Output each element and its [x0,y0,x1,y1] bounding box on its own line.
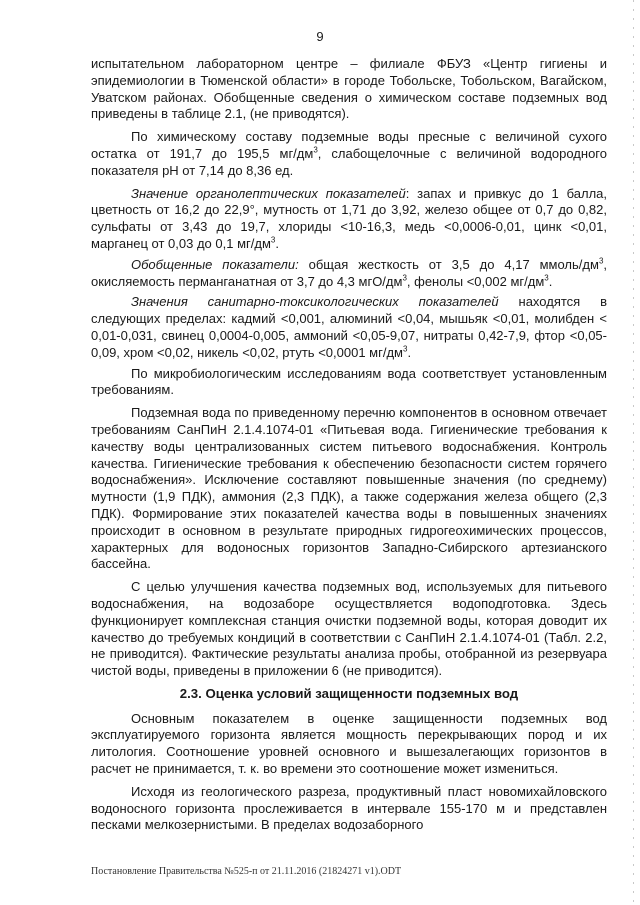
page-edge-marks [633,0,634,905]
paragraph-microbiology: По микробиологическим исследованиям вода соответствует установленным требованиям. [91,365,607,398]
paragraph-organoleptic: Значение органолептических показателей: запах и привкус до 1 балла, цветность от 16,2 до 22,9°, мутность от 1,71 до 3,92, железо общее от 0,7 до 0,82, сульфаты от 3,43 до 19,7, хлориды <10-16,3, медь <0,0006-0,01, цинк <0,01, марганец от 0,03 до 0,1 $мг/дм^3$. [91,185,607,251]
toxicological-label: Значения санитарно-токсикологических показателей [131,294,499,310]
document-body [91,56,607,840]
section-heading: 2.3. Оценка условий защищенности подземных вод [179,685,519,701]
paragraph-chemical-composition: По химическому составу подземные воды пресные с величиной сухого остатка от 191,7 до 195,5 $мг/дм^3$, слабощелочные с величиной водородного показателя рН от 7,14 до 8,36 ед. [91,129,607,178]
generalized-label: Обобщенные показатели: [131,256,299,272]
paragraph-geological-section: Исходя из геологического разреза, продуктивный пласт новомихайловского водоносного горизонта прослеживается в интервале 155-170 м и представлен песками мелкозернистыми. В пределах водозаборного [91,783,607,833]
paragraph-generalized-indicators: Обобщенные показатели: общая жесткость от 3,5 до 4,17 ммоль/$дм^3$, окисляемость перманганатная от 3,7 до 4,3 мгО/$дм^3$, фенолы <0,002 $мг/дм^3$. [91,256,608,289]
paragraph-sanpin-compliance: Подземная вода по приведенному перечню компонентов в основном отвечает требованиям СанПиН 2.1.4.1074-01 «Питьевая вода. Гигиенические требования к качеству воды централизованных систем питьевого водоснабжения. Контроль качества. Гигиенические требования к обеспечению безопасности систем горячего водоснабжения». Исключение составляют повышенные значения (по среднему) мутности (1,9 ПДК), аммония (2,3 ПДК), а также содержания железа общего (2,3 ПДК). Формирование этих показателей качества воды в повышенных значениях происходит в основном в результате природных гидрогеохимических процессов, характерных для водоносных горизонтов Западно-Сибирского артезианского бассейна. [91,405,607,572]
paragraph-water-treatment: С целью улучшения качества подземных вод, используемых для питьевого водоснабжения, на водозаборе осуществляется водоподготовка. Здесь функционирует комплексная станция очистки подземной воды, которая доводит их качество до требуемых кондиций в соответствии с СанПиН 2.1.4.1074-01 (Табл. 2.2, не приводится). Фактические результаты анализа пробы, отобранной из резервуара чистой воды, приведены в приложении 6 (не приводится). [91,579,607,679]
paragraph-protection-indicator: Основным показателем в оценке защищенности подземных вод эксплуатируемого горизонта является мощность перекрывающих пород и их литология. Соотношение уровней основного и вышезалегающих горизонтов в расчет не принимается, т. к. во времени это соотношение может измениться. [91,710,607,777]
organoleptic-label: Значение органолептических показателей [131,185,406,201]
document-footer: Постановление Правительства №525-п от 21.11.2016 (21824271 v1).ODT [91,866,402,877]
page-number: 9 [316,29,324,44]
paragraph-lab-center: испытательном лабораторном центре – филиале ФБУЗ «Центр гигиены и эпидемиологии в Тюменской области» в городе Тобольске, Тобольском, Вагайском, Уватском районах. Обобщенные сведения о химическом составе подземных вод приведены в таблице 2.1, (не приводятся). [91,56,607,122]
paragraph-toxicological: Значения санитарно-токсикологических показателей находятся в следующих пределах: кадмий <0,001, алюминий <0,04, мышьяк <0,01, молибден < 0,01-0,031, свинец 0,0004-0,005, аммоний <0,05-9,07, нитраты 0,42-7,9, фтор <0,05-0,09, хром <0,02, никель <0,02, ртуть <0,0001 $мг/дм^3$. [91,294,607,360]
